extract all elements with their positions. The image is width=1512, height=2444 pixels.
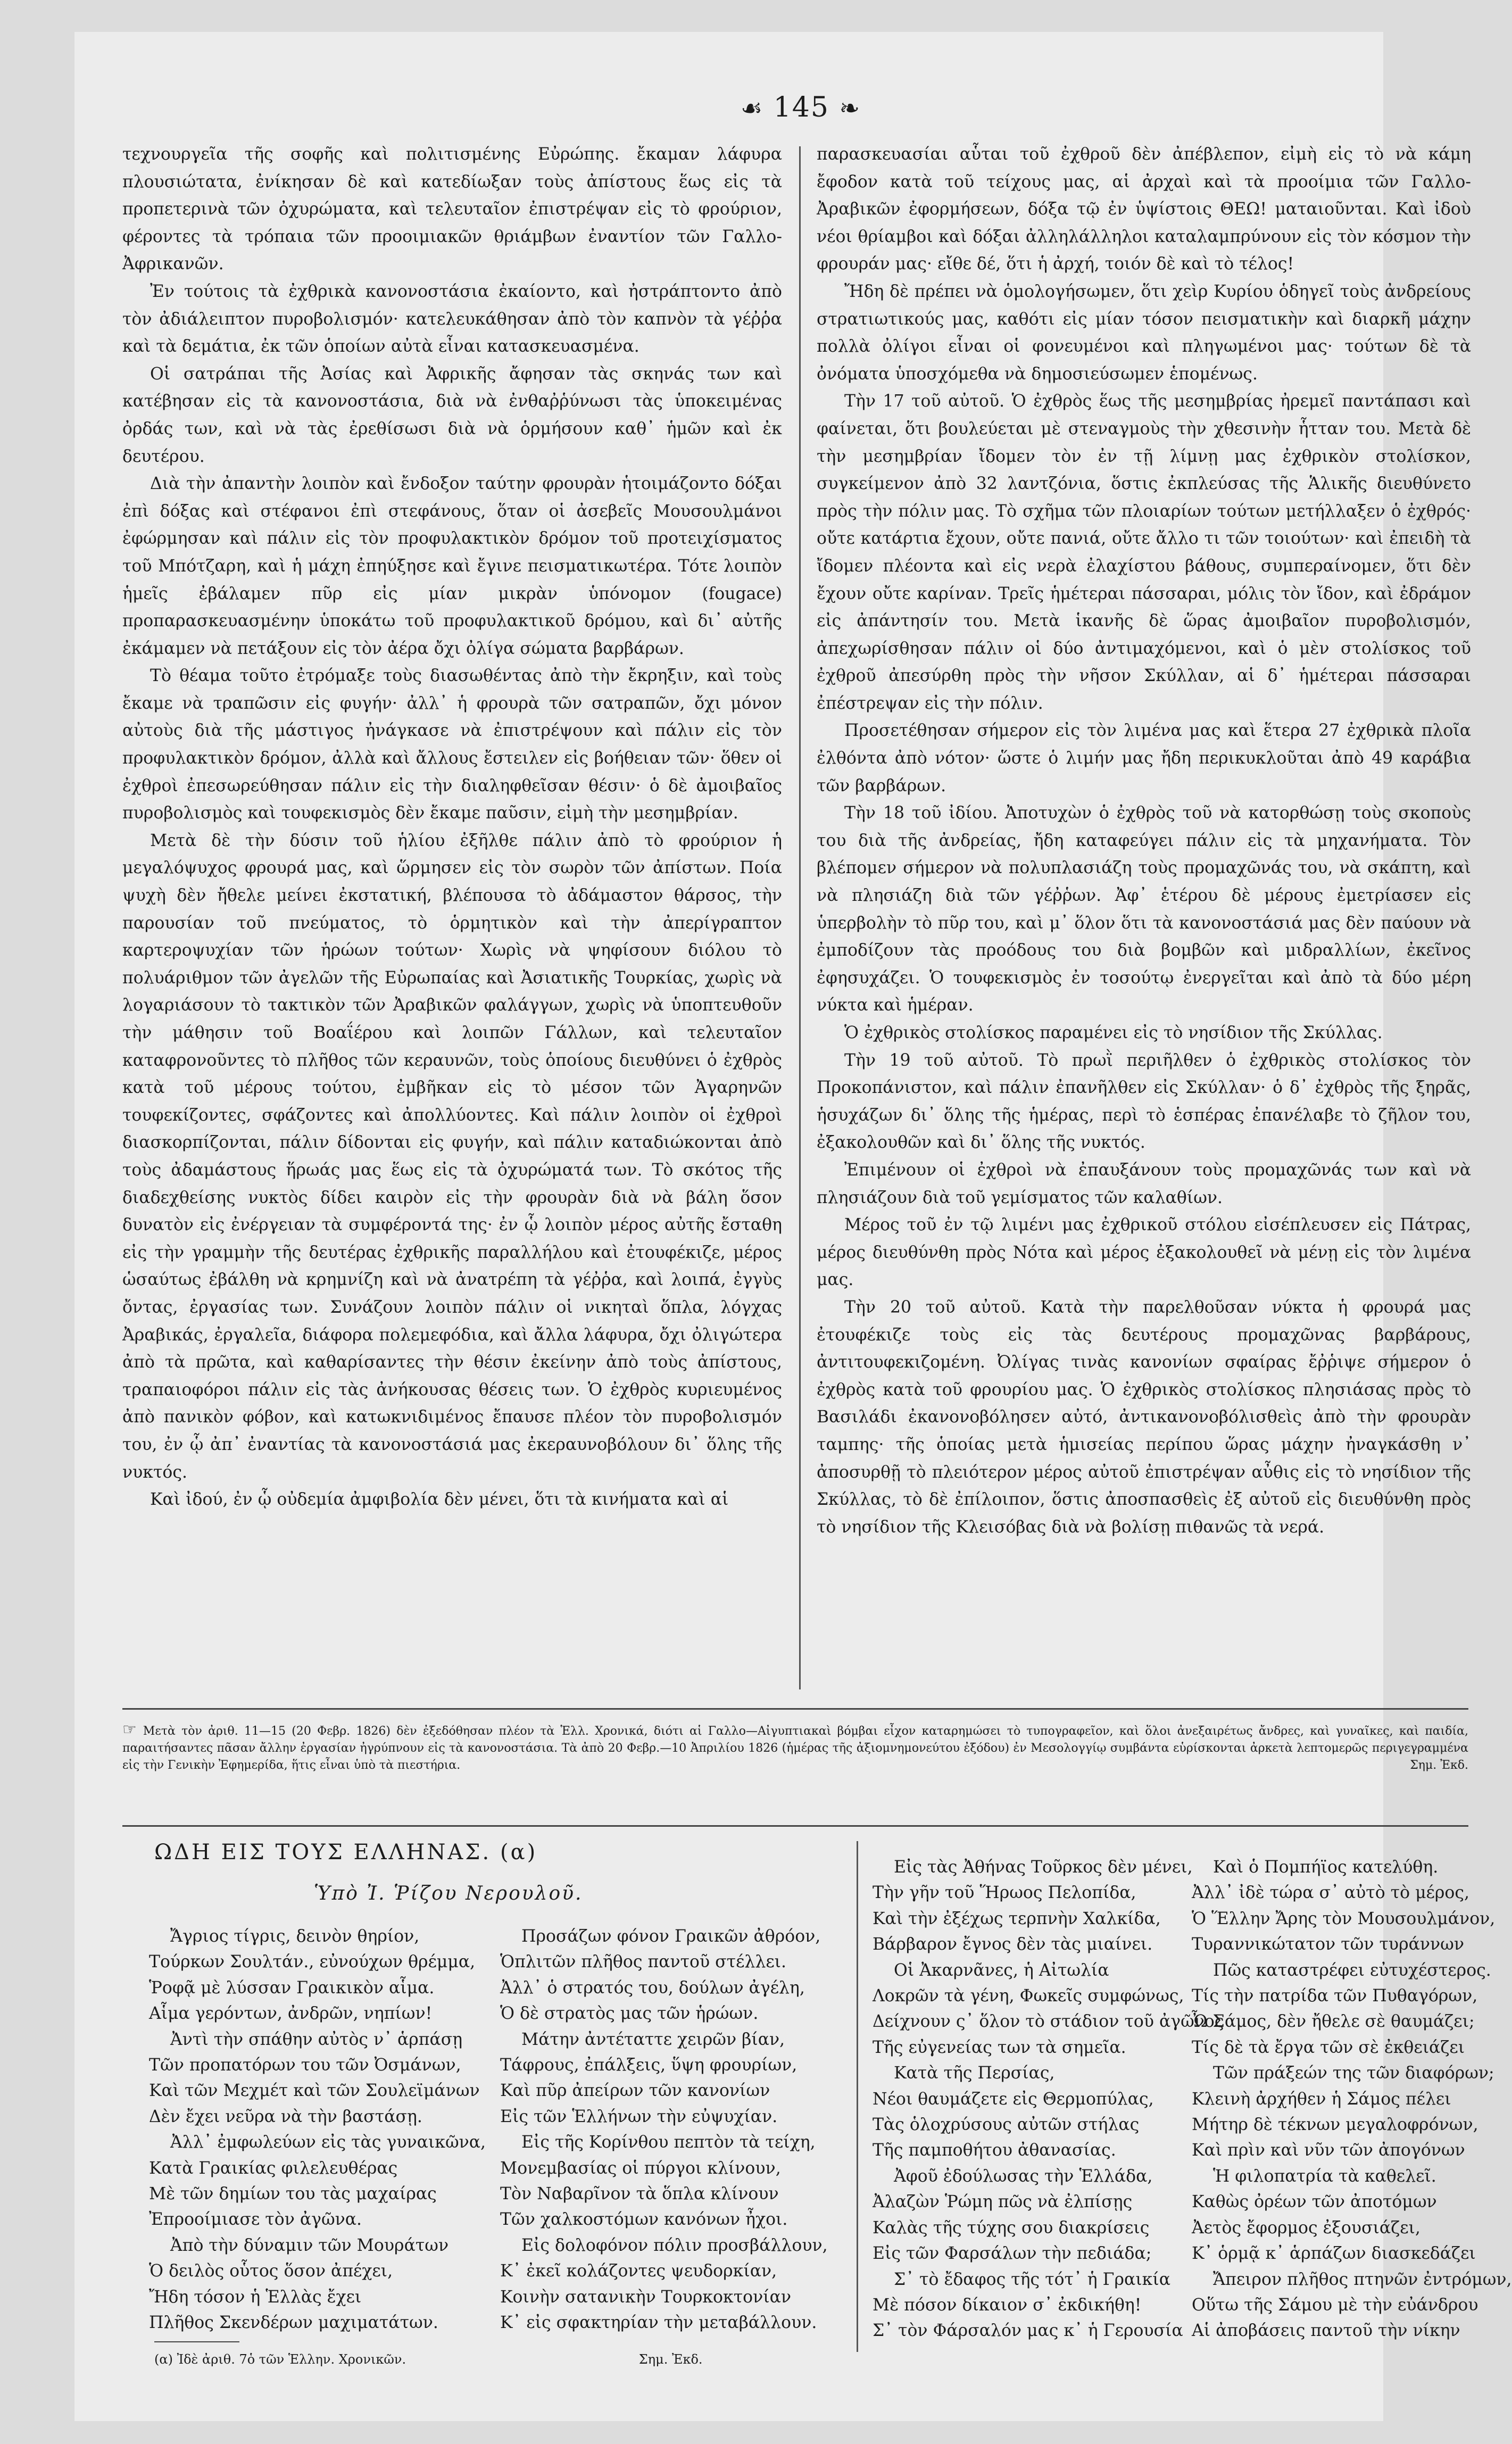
poem-column-2 [500,1924,873,2336]
footnote-rule [154,2341,239,2342]
poem-line: Σ᾽ τὸν Φάρσαλόν μας κ᾽ ἡ Γερουσία [873,2321,1183,2341]
poem-line: Τίς τὴν πατρίδα τῶν Πυθαγόρων, [1192,1986,1478,2006]
poem-line: Προσάζων φόνον Γραικῶν ἀθρόον, [521,1927,821,1946]
poem-line: Καλὰς τῆς τύχης σου διακρίσεις [873,2218,1150,2238]
section-rule-bottom [122,1825,1468,1827]
column-divider [799,146,801,1689]
paragraph: Μετὰ δὲ τὴν δύσιν τοῦ ἡλίου ἐξῆλθε πάλιν ἀπὸ τὸ φρούριον ἡ μεγαλόψυχος φρουρά μας, καὶ ὥρμησεν εἰς τὸν σωρὸν τῶν ἀπίστων. Ποία ψυχὴ δὲν ἤθελε μείνει ἐκστατική, βλέπουσα τὸ ἀδάμαστον θάρσος, τὴν παρουσίαν τοῦ πνεύματος, τὸ ὁρμητικὸν καὶ τὴν ἀπερίγραπτον καρτεροψυχίαν τῶν ἡρώων τούτων· Χωρὶς νὰ ψηφίσουν διόλου τὸ πολυάριθμον τῶν ἀγελῶν τῆς Εὐρωπαίας καὶ Ἀσιατικῆς Τουρκίας, χωρὶς νὰ λογαριάσουν τὸ τακτικὸν τῶν Ἀραβικῶν φαλάγγων, χωρὶς νὰ ὑποπτευθοῦν τὴν μάθησιν τοῦ Βοαΐέρου καὶ λοιπῶν Γάλλων, καὶ τελευταῖον καταφρονοῦντες τὸ πλῆθος τῶν κεραυνῶν, τοὺς ὁποίους διευθύνει ὁ ἐχθρὸς κατὰ τοῦ μέρους τούτου, ἐμβῆκαν εἰς τὸ μέσον τῶν Ἀγαρηνῶν τουφεκίζοντες, σφάζοντες καὶ ἀπολλύοντες. Καὶ πάλιν λοιπὸν οἱ ἐχθροὶ διασκορπίζονται, πάλιν δίδονται εἰς φυγήν, καὶ πάλιν καταδιώκονται ἀπὸ τοὺς ἀδαμάστους ἥρωάς μας ἕως εἰς τὰ ὀχυρώματά των. Τὸ σκότος τῆς διαδεχθείσης νυκτὸς δίδει καιρὸν εἰς τὴν φρουρὰν διὰ νὰ βάλη ὅσον δυνατὸν εἰς ἐνέργειαν τὰ συμφέροντά της· ἐν ᾧ λοιπὸν μέρος αὐτῆς ἔσταθη εἰς τὴν γραμμὴν τῆς δευτέρας ἐχθρικῆς παραλλήλου καὶ ἐτουφέκιζε, μέρος ὡσαύτως ἐβάλθη νὰ κρημνίζη καὶ νὰ ἀνατρέπη τὰ γέῤῥα, καὶ λοιπά, ἐγγὺς ὄντας, ἐργασίας των. Συνάζουν λοιπὸν πάλιν οἱ νικηταὶ ὅπλα, λόγχας Ἀραβικάς, ἐργαλεῖα, διάφορα πολεμεφόδια, καὶ ἄλλα λάφυρα, ὄχι ὀλιγώτερα ἀπὸ τὰ πρῶτα, καὶ καθαρίσαντες τὴν θέσιν ἐκείνην ἀπὸ τοὺς ἀπίστους, τραπαιοφόροι πάλιν εἰς τὰς ἀνήκουσας θέσεις των. Ὁ ἐχθρὸς κυριευμένος ἀπὸ πανικὸν φόβον, καὶ κατωκνιδιμένος ἔπαυσε πλέον τὸν πυροβολισμόν του, ἐν ᾧ ἀπ᾽ ἐναντίας τὰ κανονοστάσιά μας ἐκεραυνοβόλουν δι᾽ ὅλης τῆς νυκτός. [122,831,782,1482]
paragraph: Ἤδη δὲ πρέπει νὰ ὁμολογήσωμεν, ὅτι χεὶρ Κυρίου ὁδηγεῖ τοὺς ἀνδρείους στρατιωτικούς μας, καθότι εἰς μίαν τόσον πεισματικὴν καὶ διαρκῆ μάχην πολλὰ ὀλίγοι εἶναι οἱ φονευμένοι καὶ πληγωμένοι μας· τούτων δὲ τὰ ὀνόματα ὑποσχόμεθα νὰ δημοσιεύσωμεν ἑπομένως. [817,281,1471,384]
poem-line: Τῆς εὐγενείας των τὰ σημεῖα. [873,2037,1126,2057]
poem-line: Ὁ δειλὸς οὗτος ὅσον ἀπέχει, [149,2261,393,2281]
footnote [154,2352,846,2367]
poem-line: Εἰς τὰς Ἀθήνας Τοῦρκος δὲν μένει, [894,1858,1193,1877]
poem-line: Ἀλλ᾽ ἰδὲ τώρα σ᾽ αὐτὸ τὸ μέρος, [1192,1883,1470,1903]
poem-column-4 [1192,1854,1512,2344]
paragraph: Διὰ τὴν ἀπαντὴν λοιπὸν καὶ ἔνδοξον ταύτην φρουρὰν ἡτοιμάζοντο δόξαι ἐπὶ δόξας καὶ στέφανοι ἐπὶ στεφάνους, ὅταν οἱ ἀσεβεῖς Μουσουλμάνοι ἐφώρμησαν καὶ πάλιν εἰς τὸν προφυλακτικὸν δρόμον τοῦ προτειχίσματος τοῦ Μπότζαρη, καὶ ἡ μάχη ἐπηύξησε καὶ ἔγινε πεισματικωτέρα. Τότε λοιπὸν ἡμεῖς ἐβάλαμεν πῦρ εἰς μίαν μικρὰν ὑπόνομον (fougace) προπαρασκευασμένην ὑποκάτω τοῦ προφυλακτικοῦ δρόμου, καὶ δι᾽ αὐτῆς ἐκάμαμεν νὰ πετάξουν εἰς τὸν ἀέρα ὄχι ὀλίγα σώματα βαρβάρων. [122,474,782,658]
poem-line: Καὶ τὴν ἐξέχως τερπνὴν Χαλκίδα, [873,1909,1161,1928]
ornament-right-icon: ❧ [839,94,861,122]
poem-line: Ἀφοῦ ἐδούλωσας τὴν Ἑλλάδα, [894,2166,1153,2186]
editor-note-signature: Σημ. Ἐκδ. [1410,1759,1468,1772]
poem-line: Εἰς δολοφόνον πόλιν προσβάλλουν, [521,2235,828,2255]
poem-line: Νέοι θαυμάζετε εἰς Θερμοπύλας, [873,2089,1154,2109]
poem-line: Τὴν γῆν τοῦ Ἥρωος Πελοπίδα, [873,1883,1136,1903]
poem-line: Ἐπροοίμιασε τὸν ἀγῶνα. [149,2210,362,2230]
poem-line: Ὁπλιτῶν πλῆθος παντοῦ στέλλει. [500,1952,787,1972]
paragraph: παρασκευασίαι αὗται τοῦ ἐχθροῦ δὲν ἀπέβλεπον, εἰμὴ εἰς τὸ νὰ κάμη ἔφοδον κατὰ τοῦ τείχους μας, αἱ ἀρχαὶ καὶ τὰ προοίμια τῶν Γαλλο-Ἀραβικῶν ἐφορμήσεων, δόξα τῷ ἐν ὑψίστοις ΘΕΩ! ματαιοῦνται. Καὶ ἰδοὺ νέοι θρίαμβοι καὶ δόξαι ἀλληλάλληλοι καταλαμπρύνουν εἰς τὸν κόσμον τὴν φρουράν μας· εἴθε δέ, ὅτι ἡ ἀρχή, τοιόν δὲ καὶ τὸ τέλος! [817,145,1471,274]
poem-line: Μὲ τῶν δημίων του τὰς μαχαίρας [149,2184,437,2204]
poem-line: Πῶς καταστρέφει εὐτυχέστερος. [1213,1960,1491,1980]
poem-line: Κατὰ τῆς Περσίας, [894,2064,1055,2083]
poem-line: Κ᾽ ὁρμᾷ κ᾽ ἁρπάζων διασκεδάζει [1192,2244,1476,2264]
poem-line: Ἄπειρον πλῆθος πτηνῶν ἐντρόμων, [1213,2269,1512,2289]
poem-line: Καθὼς ὀρέων τῶν ἀποτόμων [1192,2192,1437,2212]
poem-line: Ὁ δὲ στρατὸς μας τῶν ἡρώων. [500,2004,759,2024]
poem-line: Τυραννικώτατον τῶν τυράννων [1192,1935,1464,1954]
poem-line: Ἀλαζὼν Ῥώμη πῶς νὰ ἐλπίσῃς [873,2192,1133,2212]
pointing-hand-icon: ☞ [122,1720,137,1739]
paragraph: Τὸ θέαμα τοῦτο ἐτρόμαξε τοὺς διασωθέντας ἀπὸ τὴν ἔκρηξιν, καὶ τοὺς ἔκαμε νὰ τραπῶσιν εἰς φυγήν· ἀλλ᾽ ἡ φρουρὰ τῶν σατραπῶν, ὄχι μόνον αὐτοὺς διὰ τῆς μάστιγος ἠνάγκασε νὰ ἐπιστρέψουν καὶ πάλιν εἰς τὸν προφυλακτικὸν δρόμον, ἀλλὰ καὶ ἄλλους ἔστειλεν εἰς βοήθειαν τῶν· ὅθεν οἱ ἐχθροὶ ἐπεσωρεύθησαν πάλιν εἰς τὴν διαληφθεῖσαν θέσιν· ὁ δὲ ἀμοιβαῖος πυροβολισμὸς καὶ τουφεκισμὸς δὲν ἔκαμε παῦσιν, εἰμὴ τὴν μεσημβρίαν. [122,666,782,823]
poem-line: Τίς δὲ τὰ ἔργα τῶν σὲ ἐκθειάζει [1192,2037,1465,2057]
poem-line: Τῶν προπατόρων του τῶν Ὀσμάνων, [149,2056,461,2075]
poem-line: Τῶν χαλκοστόμων κανόνων ἦχοι. [500,2210,788,2230]
poem-line: Μὲ πόσον δίκαιον σ᾽ ἐκδικήθη! [873,2295,1142,2315]
paragraph: Ὁ ἐχθρικὸς στολίσκος παραμένει εἰς τὸ νησίδιον τῆς Σκύλλας. [844,1023,1383,1042]
paragraph: Τὴν 18 τοῦ ἰδίου. Ἀποτυχὼν ὁ ἐχθρὸς τοῦ νὰ κατορθώσῃ τοὺς σκοποὺς του διὰ τῆς ἀνδρείας, ἤδη καταφεύγει πάλιν εἰς τὰ μηχανήματα. Τὸν βλέπομεν σήμερον νὰ πολυπλασιάζη τοὺς προμαχῶνάς του, νὰ σκάπτη, καὶ νὰ πλησιάζη διὰ τῶν γέῤῥων. Ἀφ᾽ ἑτέρου δὲ μέρους ἐμετρίασεν εἰς ὑπερβολὴν τὸ πῦρ του, καὶ μ᾽ ὅλον ὅτι τὰ κανονοστάσιά μας δὲν παύουν νὰ ἐμποδίζουν τὰς προόδους του διὰ βομβῶν καὶ μιδραλλίων, ἐκεῖνος ἐφησυχάζει. Ὁ τουφεκισμὸς ἐν τοσούτῳ ἐνεργεῖται καὶ ἀπὸ τὰ δύο μέρη νύκτα καὶ ἡμέραν. [817,803,1471,1015]
poem-line: Μονεμβασίας οἱ πύργοι κλίνουν, [500,2158,781,2178]
poem-line: Κατὰ Γραικίας φιλελευθέρας [149,2158,398,2178]
paragraph: Τὴν 19 τοῦ αὐτοῦ. Τὸ πρωῒ περιῆλθεν ὁ ἐχθρικὸς στολίσκος τὸν Προκοπάνιστον, καὶ πάλιν ἐπανῆλθεν εἰς Σκύλλαν· ὁ δ᾽ ἐχθρὸς τῆς ξηρᾶς, ἡσυχάζων δι᾽ ὅλης τῆς ἡμέρας, περὶ τὸ ἑσπέρας ἐπανέλαβε τὸ ζῆλον του, ἐξακολουθῶν καὶ δι᾽ ὅλης τῆς νυκτός. [817,1050,1471,1153]
poem-line: Ὁ Ἕλλην Ἄρης τὸν Μουσουλμάνον, [1192,1909,1496,1928]
poem-line: Καὶ πῦρ ἀπείρων τῶν κανονίων [500,2081,770,2101]
poem-line: Εἰς τῶν Φαρσάλων τὴν πεδιάδα; [873,2244,1152,2264]
ode-author: Ὑπὸ Ἰ. Ῥίζου Νερουλοῦ. [314,1883,583,1904]
paragraph: Μέρος τοῦ ἐν τῷ λιμένι μας ἐχθρικοῦ στόλου εἰσέπλευσεν εἰς Πάτρας, μέρος διευθύνθη πρὸς Νότα καὶ μέρος ἐξακολουθεῖ νὰ μένῃ εἰς τὸν λιμένα μας. [817,1215,1471,1290]
paragraph: Τὴν 20 τοῦ αὐτοῦ. Κατὰ τὴν παρελθοῦσαν νύκτα ἡ φρουρά μας ἐτουφέκιζε τοὺς εἰς τὰς δευτέρους προμαχῶνας βαρβάρους, ἀντιτουφεκιζομένη. Ὀλίγας τινὰς κανονίων σφαίρας ἔῤῥιψε σήμερον ὁ ἐχθρὸς κατὰ τοῦ φρουρίου μας. Ὁ ἐχθρικὸς στολίσκος πλησιάσας πρὸς τὸ Βασιλάδι ἐκανονοβόλησεν αὐτό, ἀντικανονοβόλισθεὶς ἀπὸ τὴν φρουρὰν ταμπης· τῆς ὁποίας μετὰ ἡμισείας περίπου ὥρας μάχην ἠναγκάσθη ν᾽ ἀποσυρθῇ τὸ πλειότερον μέρος αὐτοῦ ἐπιστρέψαν αὖθις εἰς τὸ νησίδιον τῆς Σκύλλας, τὸ δὲ ἐπίλοιπον, ὅστις ἀποσπασθεὶς ἐξ αὐτοῦ εἰς διευθύνθη πρὸς τὸ νησίδιον τῆς Κλεισόβας διὰ νὰ βολίσῃ πιθανῶς τὰ νερά. [817,1297,1471,1537]
paragraph: Ἐν τούτοις τὰ ἐχθρικὰ κανονοστάσια ἐκαίοντο, καὶ ἠστράπτοντο ἀπὸ τὸν ἀδιάλειπτον πυροβολισμόν· κατελευκάθησαν ἀπὸ τὸν καπνὸν τὰ γέῤῥα καὶ τὰ δεμάτια, ἐκ τῶν ὁποίων αὐτὰ εἶναι κατασκευασμένα. [122,281,782,357]
poem-line: Πλῆθος Σκενδέρων μαχιματάτων. [149,2313,438,2333]
editor-note-text: Μετὰ τὸν ἀριθ. 11—15 (20 Φεβρ. 1826) δὲν ἐξεδόθησαν πλέον τὰ Ἑλλ. Χρονικά, διότι αἱ Γαλλο—Αἰγυπτιακαὶ βόμβαι εἶχον καταρημώσει τὸ τυπογραφεῖον, καὶ ὅλοι ἀνεξαιρέτως ἄνδρες, καὶ γυναῖκες, καὶ παιδία, παραιτήσαντες πᾶσαν ἄλλην ἐργασίαν ἠγρύπνουν εἰς τὰ κανονοστάσια. Τὰ ἀπὸ 20 Φεβρ.—10 Ἀπριλίου 1826 (ἡμέρας τῆς ἀξιομνημονεύτου ἐξόδου) ἐν Μεσολογγίῳ συμβάντα εὑρίσκονται ἀρκετὰ λεπτομερῶς περιγεγραμμένα εἰς τὴν Γενικὴν Ἐφημερίδα, ἥτις εἶναι ὑπὸ τὰ πιεστήρια. [122,1725,1468,1772]
poem-line: Σ᾽ τὸ ἔδαφος τῆς τότ᾽ ἡ Γραικία [894,2269,1170,2289]
poem-line: Μάτην ἀντέταττε χειρῶν βίαν, [521,2029,785,2049]
page-number-header [697,92,904,123]
poem-column-1 [149,1924,500,2336]
poem-line: Τῶν πράξεών της τῶν διαφόρων; [1213,2064,1494,2083]
paragraph: τεχνουργεῖα τῆς σοφῆς καὶ πολιτισμένης Εὐρώπης. ἔκαμαν λάφυρα πλουσιώτατα, ἐνίκησαν δὲ καὶ κατεδίωξαν τοὺς ἀπίστους ἕως εἰς τὰ προπετερινὰ τῶν ὀχυρώματα, καὶ τελευταῖον ἐπιστρέψαν εἰς τὸ φρούριον, φέροντες τὰ τρόπαια τῶν προοιμιακῶν θριάμβων ἐναντίον τῶν Γαλλο-Ἀφρικανῶν. [122,145,782,274]
poem-divider [857,1841,858,2352]
paragraph: Ἐπιμένουν οἱ ἐχθροὶ νὰ ἐπαυξάνουν τοὺς προμαχῶνάς των καὶ νὰ πλησιάζουν διὰ τοῦ γεμίσματος τῶν καλαθίων. [817,1160,1471,1207]
poem-line: Κ᾽ εἰς σφακτηρίαν τὴν μεταβάλλουν. [500,2313,817,2333]
poem-line: Κοινὴν σατανικὴν Τουρκοκτονίαν [500,2287,792,2307]
poem-line: Τὸν Ναβαρῖνον τὰ ὅπλα κλίνουν [500,2184,779,2204]
poem-line: Λοκρῶν τὰ γένη, Φωκεῖς συμφώνως, [873,1986,1184,2006]
poem-line: Ὦ Σάμος, δὲν ἤθελε σὲ θαυμάζει; [1192,2012,1475,2032]
poem-line: Ἀντὶ τὴν σπάθην αὐτὸς ν᾽ ἁρπάσῃ [170,2029,463,2049]
newspaper-page [74,32,1512,2421]
poem-line: Οἱ Ἀκαρνᾶνες, ἡ Αἰτωλία [894,1960,1109,1980]
poem-line: Μήτηρ δὲ τέκνων μεγαλοφρόνων, [1192,2115,1478,2135]
ornament-left-icon: ☙ [740,94,764,122]
poem-line: Καὶ τῶν Μεχμέτ καὶ τῶν Σουλεϊμάνων [149,2081,480,2101]
poem-line: Ἄγριος τίγρις, δεινὸν θηρίον, [170,1927,420,1946]
footnote-signature: Σημ. Ἐκδ. [638,2352,703,2367]
poem-line: Ἀλλ᾽ ἐμφωλεύων εἰς τὰς γυναικῶνα, [170,2133,486,2152]
poem-line: Τὰς ὁλοχρύσους αὐτῶν στήλας [873,2115,1140,2135]
paragraph: Οἱ σατράπαι τῆς Ἀσίας καὶ Ἀφρικῆς ἄφησαν τὰς σκηνάς των καὶ κατέβησαν εἰς τὰ κανονοστάσια, διὰ νὰ ἐνθαῤῥύνωσι τὰς ὑποκειμένας ὀρδάς των, καὶ νὰ τὰς ἐρεθίσωσι διὰ νὰ ὁρμήσουν καθ᾽ ἡμῶν καὶ ἐκ δευτέρου. [122,364,782,466]
poem-line: Ἤδη τόσον ἡ Ἑλλὰς ἔχει [149,2287,362,2307]
poem-line: Ἀλλ᾽ ὁ στρατός του, δούλων ἀγέλη, [500,1978,805,1998]
poem-line: Οὕτω τῆς Σάμου μὲ τὴν εὐάνδρου [1192,2295,1478,2315]
editor-note [122,1721,1468,1774]
footnote-text: (α) Ἰδὲ ἀριθ. 7ὁ τῶν Ἑλλην. Χρονικῶν. [154,2352,406,2367]
paragraph: Τὴν 17 τοῦ αὐτοῦ. Ὁ ἐχθρὸς ἕως τῆς μεσημβρίας ἠρεμεῖ παντάπασι καὶ φαίνεται, ὅτι βουλεύεται μὲ στεναγμοὺς τὴν χθεσινὴν ἧτταν του. Μετὰ δὲ τὴν μεσημβρίαν ἴδομεν τὸν ἐν τῇ λίμνῃ μας ἐχθρικὸν στολίσκον, συγκείμενον ἀπὸ 32 λαντζόνια, ὅστις ἐκπλεύσας τῆς Ἁλικῆς διευθύνετο πρὸς τὴν πόλιν μας. Τὸ σχῆμα τῶν πλοιαρίων τούτων μετήλλαξεν ὁ ἐχθρός· οὔτε κατάρτια ἔχουν, οὔτε πανιά, οὔτε ἄλλο τι τῶν τοιούτων· καὶ ἐπειδὴ τὰ ἴδομεν πλέοντα καὶ εἰς νερὰ ἐλαχίστου βάθους, συμπεραίνομεν, ὅτι δὲν ἔχουν οὔτε καρίναν. Τρεῖς ἡμέτεραι πάσσαραι, μόλις τὸν ἴδον, καὶ ἐδράμον εἰς ἀπάντησίν του. Μετὰ ἱκανῆς δὲ ὥρας ἀμοιβαῖον πυροβολισμόν, ἀπεχωρίσθησαν πάλιν οἱ δύο ἀντιμαχόμενοι, καὶ ὁ μὲν στολίσκος τοῦ ἐχθροῦ ἀπεσύρθη πρὸς τὴν νῆσον Σκύλλαν, αἱ δ᾽ ἡμέτεραι πάσσαραι ἐπέστρεψαν εἰς τὴν πόλιν. [817,392,1471,713]
poem-line: Τῆς παμποθήτου ἀθανασίας. [873,2141,1116,2160]
poem-column-3 [873,1854,1224,2344]
poem-line: Ἡ φιλοπατρία τὰ καθελεῖ. [1213,2166,1436,2186]
left-column [122,141,782,1695]
poem-line: Ῥοφᾷ μὲ λύσσαν Γραικικὸν αἷμα. [149,1978,435,1998]
poem-line: Κλεινὴ ἀρχήθεν ἡ Σάμος πέλει [1192,2089,1451,2109]
right-column [817,141,1471,1537]
poem-line: Ἀπὸ τὴν δύναμιν τῶν Μουράτων [170,2235,449,2255]
ode-title: ΩΔΗ ΕΙΣ ΤΟΥΣ ΕΛΛΗΝΑΣ. (α) [154,1840,538,1865]
poem-line: Ἀετὸς ἔφορμος ἐξουσιάζει, [1192,2218,1420,2238]
poem-line: Καὶ ὁ Πομπήϊος κατελύθη. [1213,1858,1439,1877]
paragraph: Προσετέθησαν σήμερον εἰς τὸν λιμένα μας καὶ ἕτερα 27 ἐχθρικὰ πλοῖα ἐλθόντα ἀπὸ νότον· ὥστε ὁ λιμήν μας ἤδη περικυκλοῦται ἀπὸ 49 καράβια τῶν βαρβάρων. [817,721,1471,796]
poem-line: Βάρβαρον ἔγνος δὲν τὰς μιαίνει. [873,1935,1153,1954]
poem-line: Κ᾽ ἐκεῖ κολάζοντες ψευδορκίαν, [500,2261,777,2281]
page-number: 145 [773,92,829,123]
poem-line: Αἷμα γερόντων, ἀνδρῶν, νηπίων! [149,2004,433,2024]
poem-line: Δὲν ἔχει νεῦρα νὰ τὴν βαστάσῃ. [149,2107,422,2126]
poem-line: Καὶ πρὶν καὶ νῦν τῶν ἀπογόνων [1192,2141,1465,2160]
poem-line: Εἰς τῆς Κορίνθου πεπτὸν τὰ τείχη, [521,2133,816,2152]
paragraph: Καὶ ἰδού, ἐν ᾧ οὐδεμία ἀμφιβολία δὲν μένει, ὅτι τὰ κινήματα καὶ αἱ [150,1490,729,1510]
poem-line: Τάφρους, ἐπάλξεις, ὕψη φρουρίων, [500,2056,797,2075]
section-rule-top [122,1708,1468,1710]
poem-line: Αἱ ἀποβάσεις παντοῦ τὴν νίκην [1192,2321,1460,2341]
poem-line: Τούρκων Σουλτάν., εὐνούχων θρέμμα, [149,1952,476,1972]
poem-line: Εἰς τῶν Ἑλλήνων τὴν εὐψυχίαν. [500,2107,778,2126]
poem-line: Δείχνουν ς᾽ ὅλον τὸ στάδιον τοῦ ἀγῶνος [873,2012,1224,2032]
